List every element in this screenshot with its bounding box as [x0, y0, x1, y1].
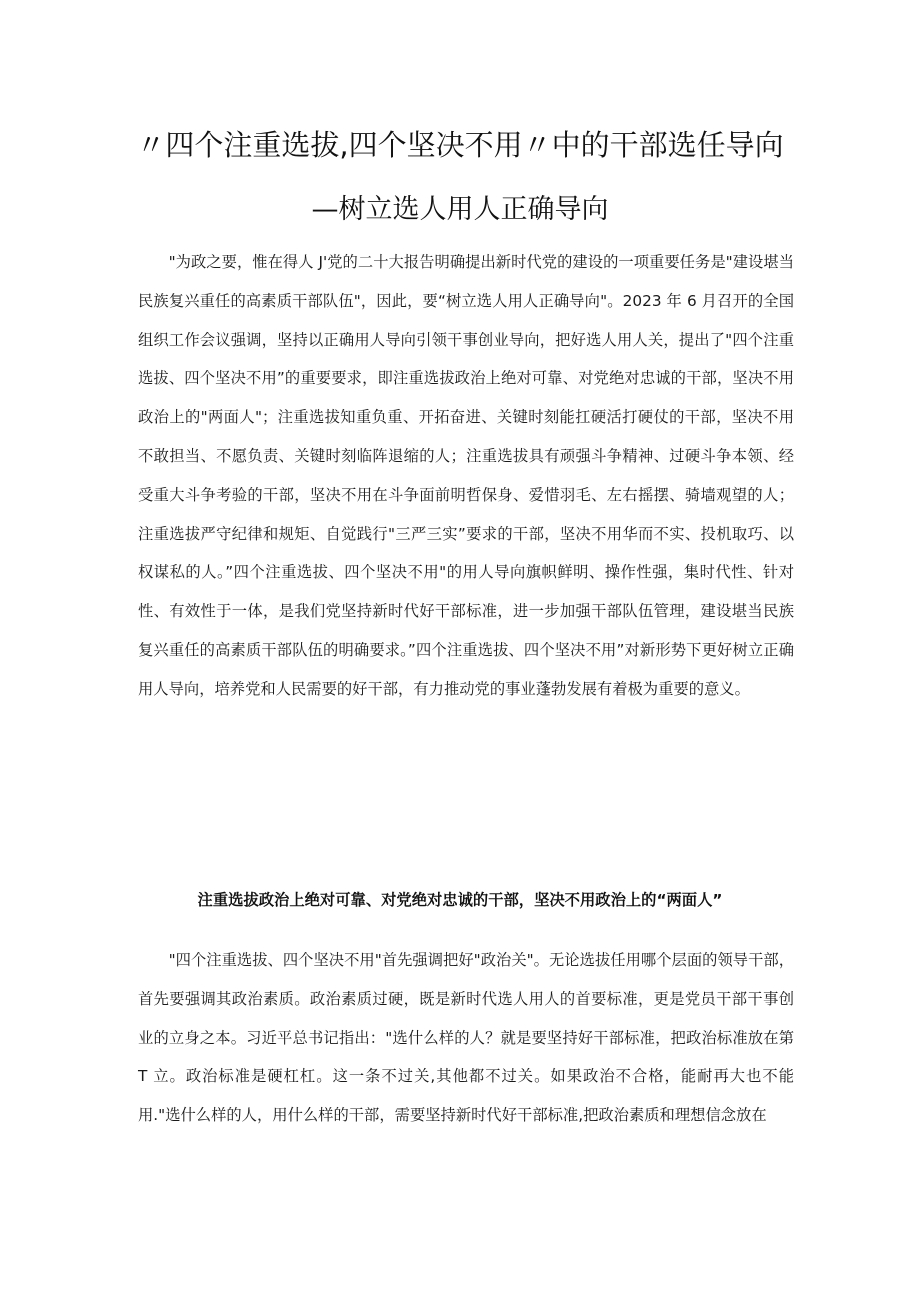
- document-title: 〃四个注重选拔,四个坚决不用〃中的干部选任导向: [136, 128, 784, 162]
- section-heading: 注重选拔政治上绝对可靠、对党绝对忠诚的干部，坚决不用政治上的“两面人”: [197, 891, 723, 909]
- body-paragraph-intro: "为政之要，惟在得人 J'党的二十大报告明确提出新时代党的建设的一项重要任务是"建设堪当民族复兴重任的高素质干部队伍"，因此，要“树立选人用人正确导向"。2023 年 6 月召开的全国组织工作会议强调，坚持以正确用人导向引领干事创业导向，把好选人用人关，提出了"四个注重选拔、四个坚决不用”的重要要求，即注重选拔政治上绝对可靠、对党绝对忠诚的干部，坚决不用政治上的"两面人"；注重选拔知重负重、开拓奋进、关键时刻能扛硬活打硬仗的干部，坚决不用不敢担当、不愿负责、关键时刻临阵退缩的人；注重选拔具有顽强斗争精神、过硬斗争本领、经受重大斗争考验的干部，坚决不用在斗争面前明哲保身、爱惜羽毛、左右摇摆、骑墙观望的人；注重选拔严守纪律和规矩、自觉践行"三严三实”要求的干部，坚决不用华而不实、投机取巧、以权谋私的人。”四个注重选拔、四个坚决不用"的用人导向旗帜鲜明、操作性强，集时代性、针对性、有效性于一体，是我们党坚持新时代好干部标准，进一步加强干部队伍管理，建设堪当民族复兴重任的高素质干部队伍的明确要求。”四个注重选拔、四个坚决不用”对新形势下更好树立正确用人导向，培养党和人民需要的好干部，有力推动党的事业蓬勃发展有着极为重要的意义。: [138, 253, 794, 698]
- body-paragraph-section-1: "四个注重选拔、四个坚决不用"首先强调把好"政治关"。无论选拔任用哪个层面的领导干部，首先要强调其政治素质。政治素质过硬，既是新时代选人用人的首要标准，更是党员干部干事创业的立身之本。习近平总书记指出："选什么样的人？就是要坚持好干部标准，把政治标准放在第 T 立。政治标准是硬杠杠。这一条不过关,其他都不过关。如果政治不合格，能耐再大也不能用."选什么样的人，用什么样的干部，需要坚持新时代好干部标准,把政治素质和理想信念放在: [138, 951, 794, 1125]
- document-subtitle: —树立选人用人正确导向: [311, 194, 609, 225]
